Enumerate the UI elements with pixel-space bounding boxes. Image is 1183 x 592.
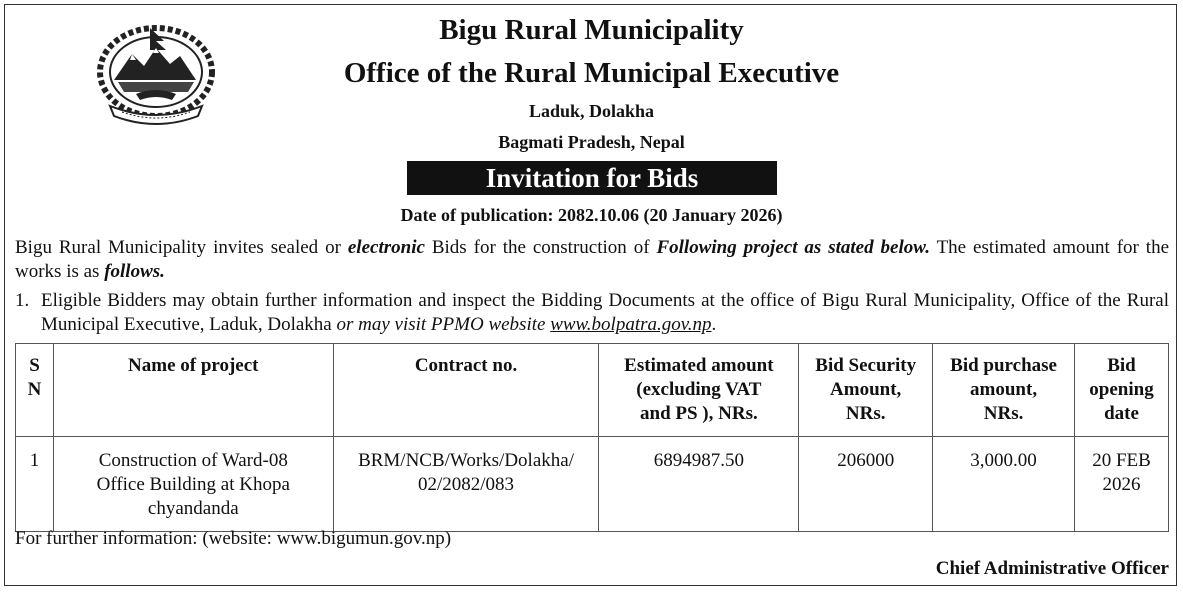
- municipality-name: Bigu Rural Municipality: [439, 14, 744, 46]
- header-contract-no: Contract no.: [333, 344, 599, 437]
- signatory-title: Chief Administrative Officer: [935, 558, 1169, 579]
- table-row: [16, 437, 1169, 532]
- address-line-2: Bagmati Pradesh, Nepal: [498, 132, 685, 152]
- intro-paragraph: [15, 236, 1169, 284]
- cell-bid-opening-date: 20 FEB 2026: [1074, 437, 1168, 532]
- cell-project-name: Construction of Ward-08 Office Building at Khopa chyandanda: [53, 437, 333, 532]
- further-information: For further information: (website: www.bigumun.gov.np): [15, 528, 452, 549]
- address-line-1: Laduk, Dolakha: [528, 101, 655, 121]
- header-bid-purchase: Bid purchase amount, NRs.: [933, 344, 1075, 437]
- cell-sn: 1: [16, 437, 54, 532]
- header-bid-opening-date: Bid opening date: [1074, 344, 1168, 437]
- header-estimated-amount: Estimated amount (excluding VAT and PS ), NRs.: [599, 344, 799, 437]
- header-bid-security: Bid Security Amount, NRs.: [799, 344, 933, 437]
- header-project-name: Name of project: [53, 344, 333, 437]
- intro-follows: follows.: [104, 261, 165, 282]
- clause-number: 1.: [15, 290, 30, 311]
- clause-end: .: [711, 314, 717, 335]
- publication-date: Date of publication: 2082.10.06 (20 January 2026): [400, 205, 783, 225]
- header-sn: S N: [16, 344, 54, 437]
- clause-1: [15, 289, 1169, 337]
- notice-title-banner: Invitation for Bids: [407, 161, 777, 195]
- cell-bid-purchase: 3,000.00: [933, 437, 1075, 532]
- intro-text-2: Bids for the construction of: [424, 237, 657, 258]
- bids-table: [15, 343, 1169, 532]
- cell-bid-security: 206000: [799, 437, 933, 532]
- intro-electronic: electronic: [347, 237, 425, 258]
- table-header-row: [16, 344, 1169, 437]
- intro-text-1: Bigu Rural Municipality invites sealed or: [15, 237, 348, 258]
- cell-estimated-amount: 6894987.50: [599, 437, 799, 532]
- intro-projects-phrase: Following project as stated below.: [656, 237, 930, 258]
- intro-text-3: The estimated amount for the works is as: [15, 237, 1170, 282]
- cell-contract-no: BRM/NCB/Works/Dolakha/ 02/2082/083: [333, 437, 599, 532]
- office-name: Office of the Rural Municipal Executive: [343, 57, 840, 89]
- ppmo-website-link[interactable]: www.bolpatra.gov.np: [550, 314, 712, 335]
- clause-text: Eligible Bidders may obtain further information and inspect the Bidding Documents at the office of Bigu Rural Municipality, Office of the Rural Municipal Executive, Laduk, Dolakha: [41, 290, 1169, 335]
- clause-visit-text: or may visit PPMO website: [336, 314, 551, 335]
